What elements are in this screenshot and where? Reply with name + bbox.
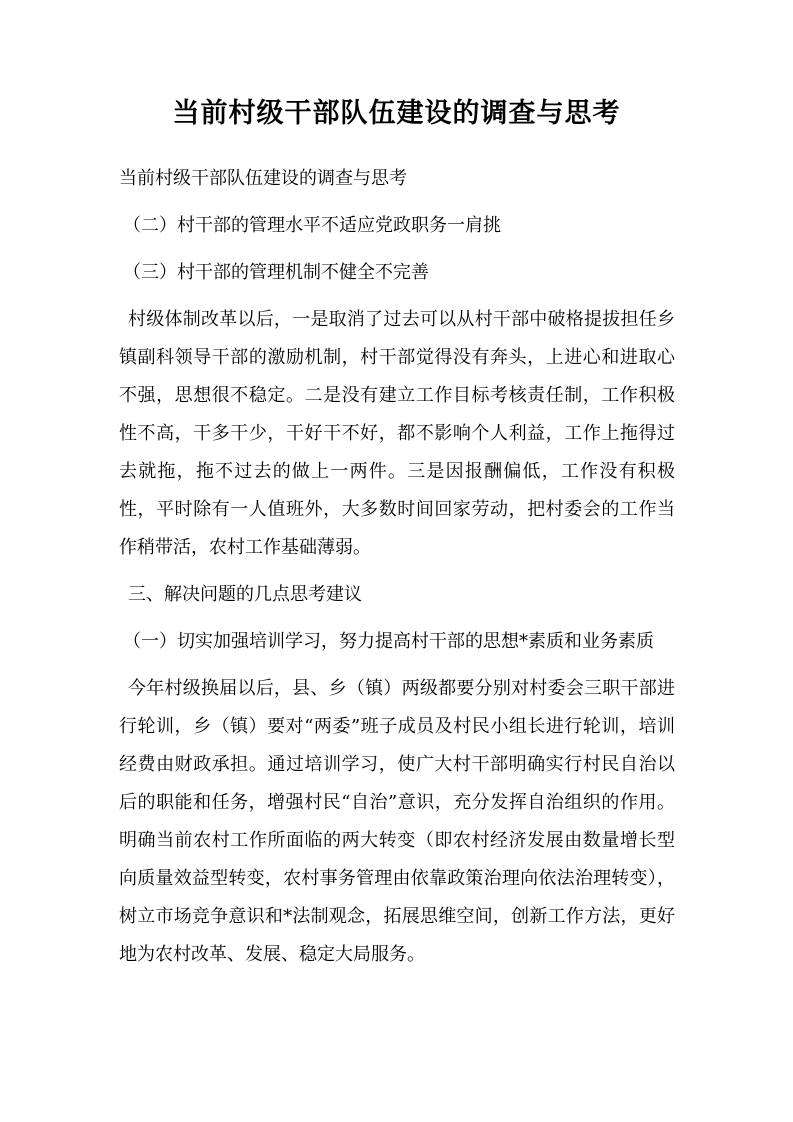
paragraph-body-mechanism: 村级体制改革以后，一是取消了过去可以从村干部中破格提拔担任乡镇副科领导干部的激励机制，村干部觉得没有奔头，上进心和进取心不强，思想很不稳定。二是没有建立工作目标考核责任制，工作积极性不高，干多干少，干好干不好，都不影响个人利益，工作上拖得过去就拖，拖不过去的做上一两件。三是因报酬偏低，工作没有积极性，平时除有一人值班外，大多数时间回家劳动，把村委会的工作当作稍带活，农村工作基础薄弱。 (119, 309, 675, 558)
paragraph-heading-3: （三）村干部的管理机制不健全不完善 (123, 262, 429, 283)
paragraph-section-3-heading: 三、解决问题的几点思考建议 (128, 584, 362, 605)
paragraph-subtitle: 当前村级干部队伍建设的调查与思考 (119, 168, 407, 189)
paragraph-heading-2: （二）村干部的管理水平不适应党政职务一肩挑 (123, 215, 501, 236)
document-title: 当前村级干部队伍建设的调查与思考 (172, 98, 621, 129)
paragraph-subheading-1: （一）切实加强培训学习，努力提高村干部的思想*素质和业务素质 (123, 631, 654, 652)
paragraph-body-training: 今年村级换届以后，县、乡（镇）两级都要分别对村委会三职干部进行轮训，乡（镇）要对“两委”班子成员及村民小组长进行轮训，培训经费由财政承担。通过培训学习，使广大村干部明确实行村民自治以后的职能和任务，增强村民“自治”意识，充分发挥自治组织的作用。明确当前农村工作所面临的两大转变（即农村经济发展由数量增长型向质量效益型转变，农村事务管理由依靠政策治理向依法治理转变），树立市场竞争意识和*法制观念，拓展思维空间，创新工作方法，更好地为农村改革、发展、稳定大局服务。 (119, 678, 675, 965)
document-body (119, 160, 675, 983)
